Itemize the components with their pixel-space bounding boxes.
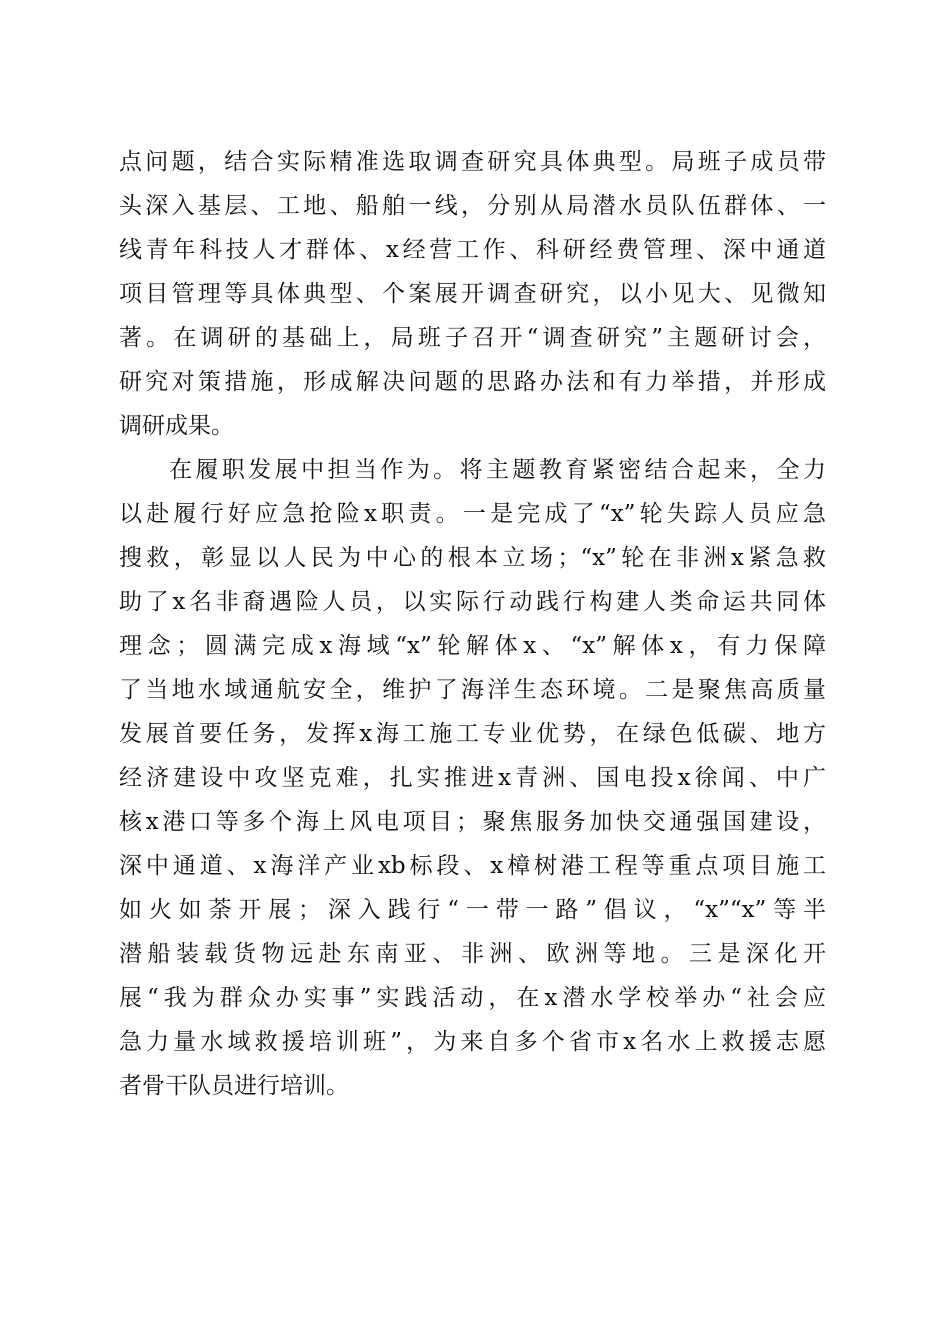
body-text [119,140,826,1108]
text-line: 研究对策措施，形成解决问题的思路办法和有力举措，并形成 [119,369,826,395]
paragraph-2 [119,448,826,1108]
text-line: 项目管理等具体典型、个案展开调查研究，以小见大、见微知 [119,281,826,307]
text-line: 急力量水域救援培训班”，为来自多个省市x名水上救援志愿 [119,1029,826,1055]
paragraph-1 [119,140,826,448]
text-line: 发展首要任务，发挥x海工施工专业优势，在绿色低碳、地方 [119,721,826,747]
text-line: 搜救，彰显以人民为中心的根本立场；“x”轮在非洲x紧急救 [119,545,826,571]
text-line: 经济建设中攻坚克难，扎实推进x青洲、国电投x徐闻、中广 [119,765,826,791]
text-line: 潜船装载货物远赴东南亚、非洲、欧洲等地。三是深化开 [119,941,826,967]
text-line: 深中通道、x海洋产业xb标段、x樟树港工程等重点项目施工 [119,853,826,879]
text-line: 著。在调研的基础上，局班子召开“调查研究”主题研讨会， [119,325,826,351]
text-line: 点问题，结合实际精准选取调查研究具体典型。局班子成员带 [119,149,826,175]
text-line: 核x港口等多个海上风电项目；聚焦服务加快交通强国建设， [119,809,826,835]
text-line: 了当地水域通航安全，维护了海洋生态环境。二是聚焦高质量 [119,677,826,703]
text-line: 如火如荼开展；深入践行“一带一路”倡议，“x”“x”等半 [119,897,826,923]
text-line: 线青年科技人才群体、x经营工作、科研经费管理、深中通道 [119,237,826,263]
text-line: 助了x名非裔遇险人员，以实际行动践行构建人类命运共同体 [119,589,826,615]
text-line: 以赴履行好应急抢险x职责。一是完成了“x”轮失踪人员应急 [119,501,826,527]
text-line: 者骨干队员进行培训。 [119,1073,349,1099]
text-line: 理念；圆满完成x海域“x”轮解体x、“x”解体x，有力保障 [119,633,826,659]
text-line: 展“我为群众办实事”实践活动，在x潜水学校举办“社会应 [119,985,826,1011]
text-line: 调研成果。 [119,413,234,439]
text-line: 头深入基层、工地、船舶一线，分别从局潜水员队伍群体、一 [119,193,826,219]
text-line: 在履职发展中担当作为。将主题教育紧密结合起来，全力 [169,457,826,483]
